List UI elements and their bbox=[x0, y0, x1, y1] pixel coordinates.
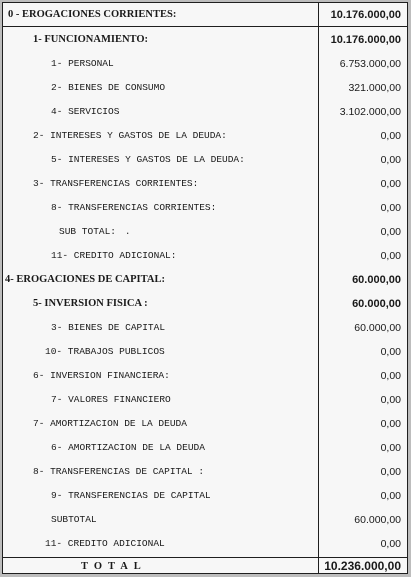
row-label: 3- TRANSFERENCIAS CORRIENTES: bbox=[33, 178, 199, 189]
table-row bbox=[3, 197, 407, 219]
row-amount: 0,00 bbox=[380, 154, 401, 166]
row-label: SUBTOTAL bbox=[51, 514, 97, 525]
row-amount: 0,00 bbox=[380, 442, 401, 454]
table-row bbox=[3, 461, 407, 483]
row-amount: 0,00 bbox=[380, 202, 401, 214]
row-label: 11- CREDITO ADICIONAL bbox=[45, 538, 165, 549]
table-row bbox=[3, 317, 407, 339]
row-amount: 0,00 bbox=[380, 466, 401, 478]
row-amount: 60.000,00 bbox=[354, 514, 401, 526]
row-amount: 0,00 bbox=[380, 250, 401, 262]
row-label: 4- EROGACIONES DE CAPITAL: bbox=[5, 274, 165, 285]
row-amount: 60.000,00 bbox=[354, 322, 401, 334]
row-label: 5- INVERSION FISICA : bbox=[33, 298, 148, 309]
total-label: TOTAL bbox=[81, 561, 147, 572]
row-amount: 0,00 bbox=[380, 178, 401, 190]
row-label: 4- SERVICIOS bbox=[51, 106, 120, 117]
table-row bbox=[3, 149, 407, 171]
row-label: 9- TRANSFERENCIAS DE CAPITAL bbox=[51, 490, 211, 501]
row-amount: 6.753.000,00 bbox=[339, 58, 401, 70]
table-row bbox=[3, 293, 407, 315]
row-label: 1- FUNCIONAMIENTO: bbox=[33, 34, 149, 45]
row-label: 8- TRANSFERENCIAS CORRIENTES: bbox=[51, 202, 217, 213]
row-label: 2- BIENES DE CONSUMO bbox=[51, 82, 166, 93]
total-amount: 10.236.000,00 bbox=[324, 559, 401, 573]
row-amount: 3.102.000,00 bbox=[339, 106, 401, 118]
table-row bbox=[3, 77, 407, 99]
stray-mark: . bbox=[125, 227, 131, 237]
row-label: 2- INTERESES Y GASTOS DE LA DEUDA: bbox=[33, 130, 227, 141]
table-row bbox=[3, 485, 407, 507]
row-amount: 0,00 bbox=[380, 346, 401, 358]
table-row bbox=[3, 29, 407, 51]
row-label: 6- INVERSION FINANCIERA: bbox=[33, 370, 170, 381]
row-amount: 0,00 bbox=[380, 226, 401, 238]
table-row bbox=[3, 101, 407, 123]
table-row bbox=[3, 413, 407, 435]
table-row bbox=[3, 221, 407, 243]
row-label: 11- CREDITO ADICIONAL: bbox=[51, 250, 177, 261]
table-row bbox=[3, 173, 407, 195]
row-amount: 0,00 bbox=[380, 370, 401, 382]
table-row bbox=[3, 389, 407, 411]
row-amount: 0,00 bbox=[380, 490, 401, 502]
row-amount: 0,00 bbox=[380, 130, 401, 142]
row-label: 5- INTERESES Y GASTOS DE LA DEUDA: bbox=[51, 154, 245, 165]
row-label: 10- TRABAJOS PUBLICOS bbox=[45, 346, 165, 357]
row-amount: 10.176.000,00 bbox=[330, 34, 401, 46]
budget-sheet bbox=[2, 2, 408, 574]
table-row bbox=[3, 341, 407, 363]
table-row bbox=[3, 245, 407, 267]
row-label: 8- TRANSFERENCIAS DE CAPITAL : bbox=[33, 466, 205, 477]
row-amount: 0,00 bbox=[380, 418, 401, 430]
table-row bbox=[3, 269, 407, 291]
row-label: 7- VALORES FINANCIERO bbox=[51, 394, 171, 405]
row-amount: 0,00 bbox=[380, 394, 401, 406]
table-row bbox=[3, 53, 407, 75]
row-amount: 10.176.000,00 bbox=[330, 9, 401, 21]
row-label: 0 - EROGACIONES CORRIENTES: bbox=[8, 9, 177, 20]
row-amount: 321.000,00 bbox=[348, 82, 401, 94]
table-row bbox=[3, 4, 407, 27]
total-row bbox=[3, 557, 407, 575]
table-row bbox=[3, 509, 407, 531]
table-row bbox=[3, 125, 407, 147]
row-amount: 60.000,00 bbox=[352, 298, 401, 310]
table-row bbox=[3, 365, 407, 387]
row-amount: 0,00 bbox=[380, 538, 401, 550]
row-label: 7- AMORTIZACION DE LA DEUDA bbox=[33, 418, 187, 429]
row-label: SUB TOTAL: bbox=[59, 226, 117, 237]
table-row bbox=[3, 533, 407, 555]
row-label: 3- BIENES DE CAPITAL bbox=[51, 322, 166, 333]
table-row bbox=[3, 437, 407, 459]
row-amount: 60.000,00 bbox=[352, 274, 401, 286]
row-label: 1- PERSONAL bbox=[51, 58, 114, 69]
row-label: 6- AMORTIZACION DE LA DEUDA bbox=[51, 442, 205, 453]
